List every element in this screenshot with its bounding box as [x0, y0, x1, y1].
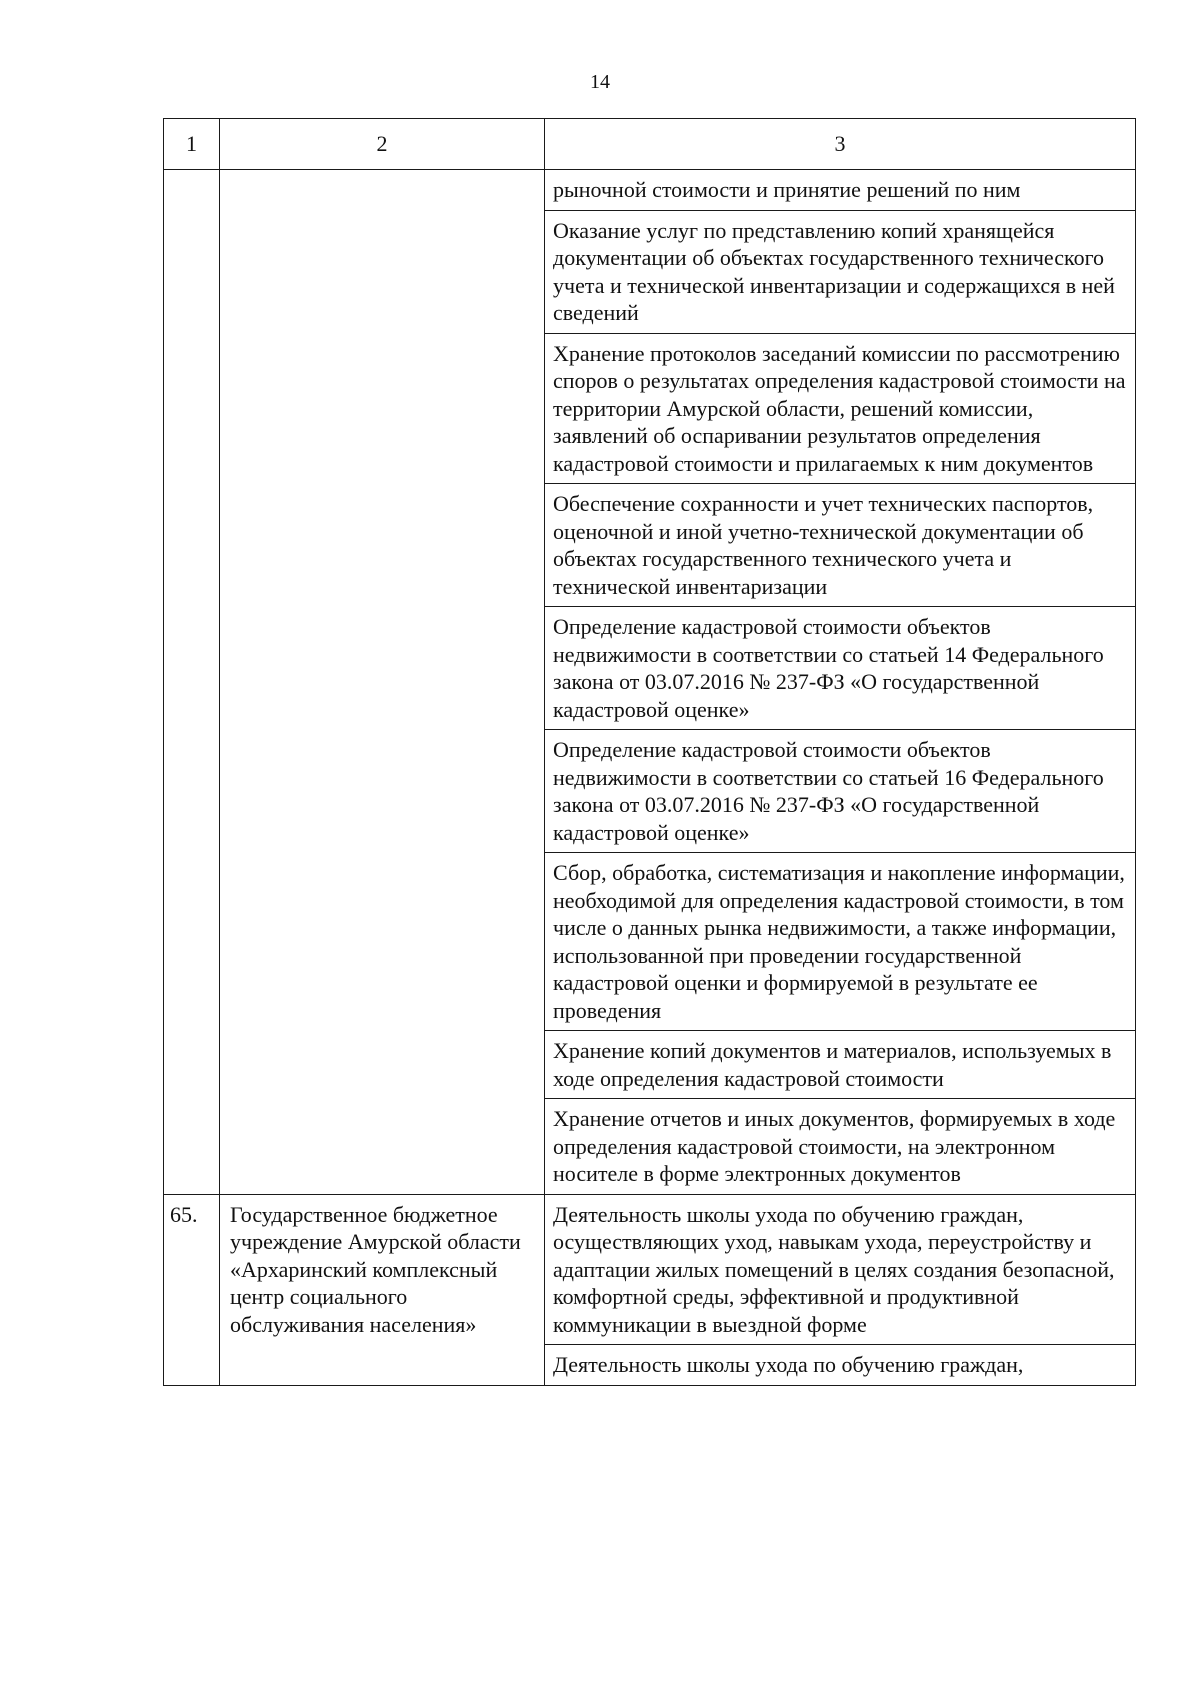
activity-cell: Хранение отчетов и иных документов, формируемых в ходе определения кадастровой стоимости, на электронном носителе в форме электронных документов — [545, 1099, 1136, 1195]
organization-cell-continued — [220, 170, 545, 1195]
activities-table — [163, 118, 1136, 1386]
table-row — [164, 170, 1136, 211]
activity-cell: рыночной стоимости и принятие решений по ним — [545, 170, 1136, 211]
activity-cell: Деятельность школы ухода по обучению граждан, осуществляющих уход, навыкам ухода, переустройству и адаптации жилых помещений в целях создания безопасной, комфортной среды, эффективной и продуктивной коммуникации в выездной форме — [545, 1194, 1136, 1345]
page-number: 14 — [590, 71, 610, 93]
table-header-row — [164, 119, 1136, 170]
table-row — [164, 1194, 1136, 1345]
activity-cell: Оказание услуг по представлению копий хранящейся документации об объектах государственного технического учета и технической инвентаризации и содержащихся в ней сведений — [545, 210, 1136, 333]
activity-cell: Обеспечение сохранности и учет технических паспортов, оценочной и иной учетно-технической документации об объектах государственного технического учета и технической инвентаризации — [545, 484, 1136, 607]
activity-cell: Хранение протоколов заседаний комиссии по рассмотрению споров о результатах определения кадастровой стоимости на территории Амурской области, решений комиссии, заявлений об оспаривании результатов определения кадастровой стоимости и прилагаемых к ним документов — [545, 333, 1136, 484]
column-header-organization: 2 — [220, 119, 545, 170]
activity-cell: Определение кадастровой стоимости объектов недвижимости в соответствии со статьей 14 Федерального закона от 03.07.2016 № 237-ФЗ «О государственной кадастровой оценке» — [545, 607, 1136, 730]
organization-name: Государственное бюджетное учреждение Амурской области «Архаринский комплексный центр социального обслуживания населения» — [220, 1194, 545, 1385]
column-header-activity: 3 — [545, 119, 1136, 170]
number-cell-continued — [164, 170, 220, 1195]
activity-cell: Хранение копий документов и материалов, используемых в ходе определения кадастровой стоимости — [545, 1031, 1136, 1099]
activity-cell: Сбор, обработка, систематизация и накопление информации, необходимой для определения кадастровой стоимости, в том числе о данных рынка недвижимости, а также информации, использованной при проведении государственной кадастровой оценки и формируемой в результате ее проведения — [545, 853, 1136, 1031]
column-header-number: 1 — [164, 119, 220, 170]
entry-number: 65. — [164, 1194, 220, 1385]
activity-cell: Деятельность школы ухода по обучению граждан, — [545, 1345, 1136, 1386]
activity-cell: Определение кадастровой стоимости объектов недвижимости в соответствии со статьей 16 Федерального закона от 03.07.2016 № 237-ФЗ «О государственной кадастровой оценке» — [545, 730, 1136, 853]
